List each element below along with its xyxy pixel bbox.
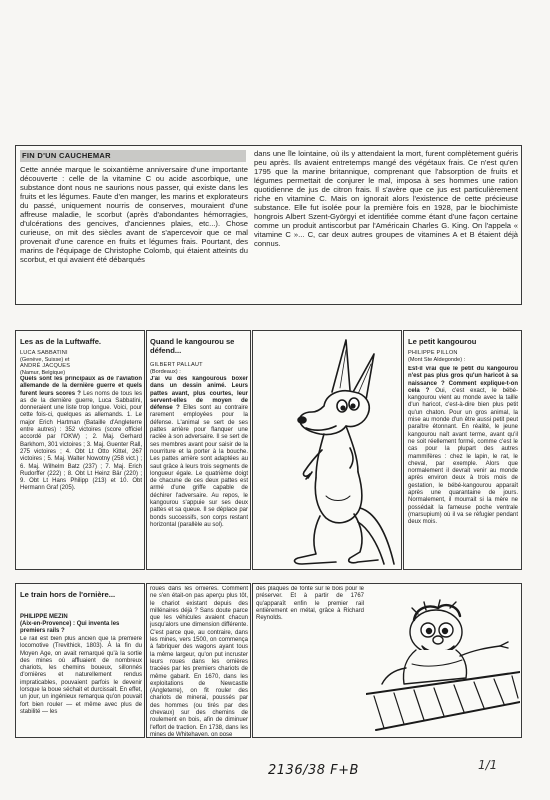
train-byline-name: PHILIPPE MEZIN <box>20 614 68 620</box>
kangourou-defense-answer: Elles sont au contraire rarement employées pour la défense. L'animal se sert de ses pattes arrière pour flanquer une raclée à son adversaire. Il se sert de ses membres avant pour saisir de la nourriture et la porter à la bouche. Les pattes arrière sont adaptées au saut grâce à leurs trois segments de longueur égale. Le quatrième doigt de chacune de ces deux pattes est armé d'une griffe capable de déchirer l'adversaire. Au repos, le kangourou s'appuie sur ses deux pattes et sa queue. Il se déplace par bonds successifs, son corps restant horizontal (parallèle au sol). <box>150 405 248 528</box>
train-body-3: des plaques de fonte sur le bois pour le préserver. Et à partir de 1767 qu'apparaît enfin le premier rail entièrement en métal, grâce à Richard Reynolds. <box>256 586 364 622</box>
petit-kangourou-byline <box>408 350 518 363</box>
kangourou-defense-byline-name: GILBERT PALLAUT <box>150 362 203 368</box>
top-article-column-2: dans une île lointaine, où ils y attendaient la mort, furent complètement guéris peu après. Ils avaient entretemps mangé des végétaux frais. Ce n'est qu'en 1795 que la marine britannique, comprenant que l'absorption de fruits et légumes permettait de conjurer le mal, imposa à ses hommes une ration quotidienne de jus de citron frais. Il s'avère que ce jus est particulièrement riche en vitamine C. Mais on ignorait alors l'existence de cette précieuse substance. Elle fut isolée pour la première fois en 1928, par le biochimiste hongrois Albert Szent-Györgyi et identifiée comme étant d'une façon certaine comme un produit antiscorbut par l'Américain Charles G. King. On l'appela « vitamine C »... C, car deux autres groupes de vitamines A et B étaient déjà connus. <box>254 150 518 302</box>
petit-kangourou-title: Le petit kangourou <box>408 337 477 346</box>
train-byline <box>20 614 140 636</box>
petit-kangourou-body <box>408 366 518 566</box>
kangourou-defense-title: Quand le kangourou se défend... <box>150 337 235 355</box>
luftwaffe-title: Les as de la Luftwaffe. <box>20 337 102 346</box>
luftwaffe-question: Quels sont les principaux as de l'aviation allemande de la dernière guerre et quels furent leurs scores ? <box>20 376 142 397</box>
train-body-1: Le rail est bien plus ancien que la première locomotive (Trevithick, 1803). À la fin du Moyen Age, on avait remarqué qu'à la sortie des mines où affluaient de nombreux chariots, les chemins boueux, sillonnés d'ornières et naturellement rendus impraticables, pouvaient parfois le devenir lorsque la boue séchait et durcissait. En effet, un jour, un ingénieux remarqua qu'on pouvait fort bien rouler — et même avec plus de stabilité — les <box>20 636 142 715</box>
train-question: Qui inventa les premiers rails ? <box>20 621 120 635</box>
kangourou-defense-question: J'ai vu des kangourous boxer dans un dessin animé. Leurs pattes avant, plus courtes, leur servent-elles de moyen de défense ? <box>150 376 248 412</box>
kangourou-defense-byline <box>150 362 248 375</box>
luftwaffe-body <box>20 376 142 568</box>
train-byline-place: (Aix-en-Provence) : <box>20 621 76 628</box>
page-mark: 1/1 <box>478 758 498 772</box>
top-article-column-1: Cette année marque le soixantième anniversaire d'une importante découverte : celle de la vitamine C ou acide ascorbique, une substance dont nous ne saurions nous passer, qui existe dans les fruits et les légumes. Faute d'en manger, les marins et explorateurs du passé, uniquement nourris de conserves, mouraient d'une affreuse maladie, le scorbut (après d'abondantes hémorragies, d'ulcérations des gencives, d'anciennes plaies, etc...). Chose curieuse, on mit des siècles avant de s'apercevoir que ce mal provenait d'une carence en fruits et légumes frais. Pourtant, des marins de l'équipage de Christophe Colomb, qui étaient atteints du scorbut, et qui avaient été débarqués <box>20 166 248 264</box>
kangaroo-illustration <box>254 332 400 568</box>
handwritten-archive-note: 2136/38 F+B <box>268 763 359 778</box>
kangourou-defense-body <box>150 376 248 566</box>
train-title: Le train hors de l'ornière... <box>20 590 116 599</box>
petit-kangourou-answer: Oui, c'est exact, le bébé-kangourou vient au monde avec la taille d'un haricot, c'est-à-dire bien plus petit qu'un chaton. Pour un gros animal, la mise au monde d'un être aussi petit peut paraître étonnant. En réalité, le jeune kangourou naît avant terme, avant qu'il ne soit réellement formé, comme c'est le cas pour la plupart des autres mammifères : chez le lapin, le rat, le cheval, par exemple. Alors que normalement il devrait venir au monde après environ deux à trois mois de gestation, le bébé-kangourou apparaît après une quarantaine de jours. Normalement, il mourrait si la mère ne possédait la fameuse poche ventrale (marsupium) où il va se réfugier pendant deux mois. <box>408 387 518 526</box>
kangourou-defense-byline-place: (Bordeaux) : <box>150 368 181 375</box>
train-body-2: roues dans les ornières. Comment ne s'en était-on pas aperçu plus tôt, le chariot existant depuis des millénaires déjà ? Sans doute parce que les véhicules avaient chacun jusqu'alors une dimension différente. C'est parce que, au contraire, dans les mines, vers 1500, on commença à fabriquer des wagons ayant tous la même largeur, qu'on put incruster leurs roues dans les ornières tracées par les premiers chariots de même gabarit. En 1670, dans les exploitations de Newcastle (Angleterre), on fit rouler des chariots de minerai, poussés par des hommes (ou tirés par des chevaux) sur des chemins de roulement en bois, afin de diminuer l'effort de traction. En 1738, dans les mines de Whitehaven, on pose <box>150 586 248 736</box>
luftwaffe-byline <box>20 350 140 376</box>
luftwaffe-byline-place-2: (Namur, Belgique) <box>20 369 66 376</box>
petit-kangourou-question: Est-il vrai que le petit du kangourou n'est pas plus gros qu'un haricot à sa naissance ? Comment explique-t-on cela ? <box>408 366 518 394</box>
petit-kangourou-byline-name: PHILIPPE PILLON <box>408 350 458 356</box>
luftwaffe-byline-place: (Genève, Suisse) et <box>20 356 70 363</box>
train-cartoon-illustration <box>366 598 520 736</box>
luftwaffe-byline-name-2: ANDRÉ JACQUES <box>20 363 71 370</box>
top-article-title: FIN D'UN CAUCHEMAR <box>22 151 111 160</box>
luftwaffe-byline-name: LUCA SABBATINI <box>20 350 68 356</box>
petit-kangourou-byline-place: (Mont Ste Aldegonde) : <box>408 356 466 363</box>
luftwaffe-answer: Les noms de tous les as de la dernière guerre, Luca Sabbatini, donneraient une liste trop longue. Voici, pour cette fois-ci, quelques as allemands. 1. Le major Erich Hartman (Bataille d'Angleterre entre autres) : 352 victoires (score officiel accordé par l'OKW) ; 2. Maj. Gerhard Barkhorn, 301 victoires ; 3. Maj. Guenter Rall, 275 victoires ; 4. Obt Lt Otto Kittel, 267 victoires ; 5. Maj. Walter Nowotny (258 vict.) ; 6. Maj. Wilhelm Batz (237) ; 7. Maj. Erich Rudorffer (222) ; 8. Obt Lt Heinz Bär (220) ; 9. Obt Lt Hans Philipp (213) et 10. Obt Hermann Graf (205). <box>20 390 142 492</box>
